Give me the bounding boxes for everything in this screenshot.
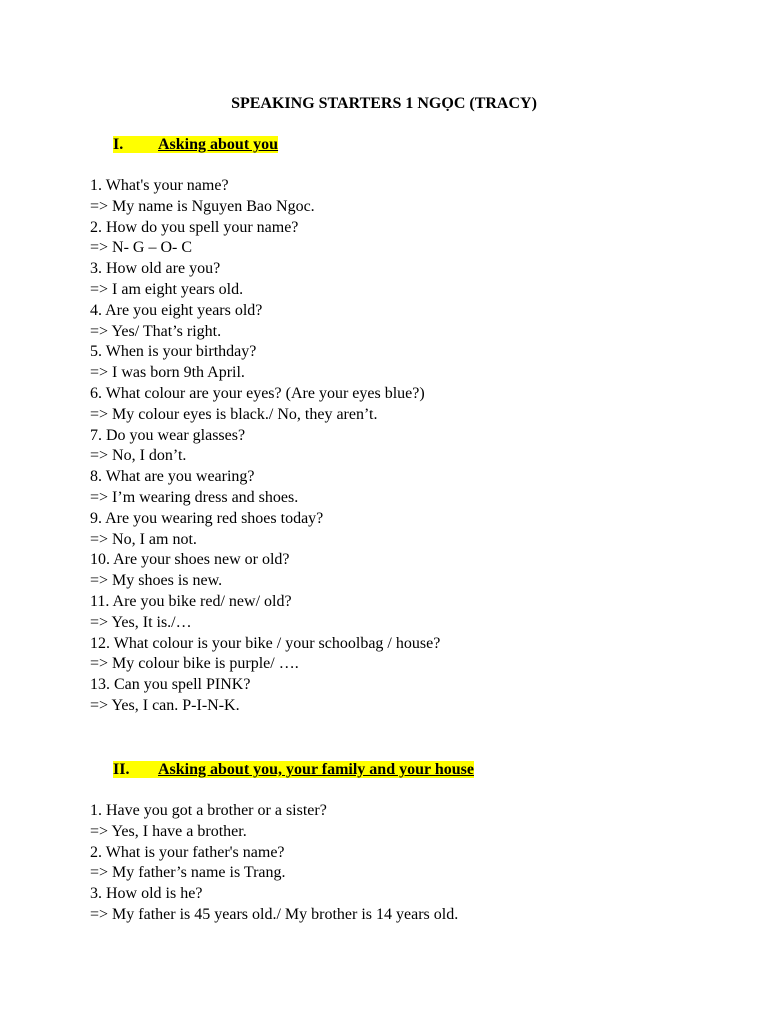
question-line: 8. What are you wearing? (90, 468, 255, 486)
qa-list-section-1 (90, 176, 440, 717)
section-title: Asking about you, your family and your house (158, 761, 474, 778)
answer-line: => My father’s name is Trang. (90, 864, 286, 882)
question-line: 5. When is your birthday? (90, 343, 257, 361)
section-number: I. (113, 136, 124, 153)
section-heading-1 (113, 135, 278, 155)
question-line: 1. Have you got a brother or a sister? (90, 802, 327, 819)
answer-line: => I am eight years old. (90, 280, 244, 298)
answer-line: => My father is 45 years old./ My brother is 14 years old. (90, 905, 459, 923)
question-line: 2. How do you spell your name? (90, 218, 299, 236)
question-line: 4. Are you eight years old? (90, 301, 263, 319)
question-line: 12. What colour is your bike / your schoolbag / house? (90, 634, 441, 652)
question-line: 3. How old is he? (90, 885, 203, 903)
question-line: 6. What colour are your eyes? (Are your eyes blue?) (90, 384, 425, 402)
section-title: Asking about you (158, 136, 279, 153)
answer-line: => I’m wearing dress and shoes. (90, 488, 299, 506)
page-title: SPEAKING STARTERS 1 NGỌC (TRACY) (231, 95, 537, 112)
question-line: 3. How old are you? (90, 260, 221, 278)
section-highlight (113, 136, 278, 153)
qa-list-section-2 (90, 801, 458, 926)
answer-line: => No, I don’t. (90, 447, 187, 465)
question-line: 10. Are your shoes new or old? (90, 551, 290, 569)
answer-line: => No, I am not. (90, 530, 197, 548)
question-line: 1. What's your name? (90, 177, 229, 194)
answer-line: => My name is Nguyen Bao Ngoc. (90, 197, 315, 215)
question-line: 2. What is your father's name? (90, 843, 285, 861)
answer-line: => Yes, It is./… (90, 613, 192, 631)
section-number: II. (113, 761, 130, 778)
answer-line: => Yes/ That’s right. (90, 322, 222, 340)
question-line: 7. Do you wear glasses? (90, 426, 246, 444)
answer-line: => N- G – O- C (90, 239, 193, 257)
question-line: 9. Are you wearing red shoes today? (90, 509, 324, 527)
answer-line: => My shoes is new. (90, 572, 223, 590)
section-heading-2 (113, 760, 474, 780)
question-line: 13. Can you spell PINK? (90, 676, 251, 694)
section-highlight (113, 761, 474, 778)
answer-line: => Yes, I have a brother. (90, 822, 247, 840)
question-line: 11. Are you bike red/ new/ old? (90, 592, 292, 610)
answer-line: => Yes, I can. P-I-N-K. (90, 696, 240, 714)
answer-line: => My colour eyes is black./ No, they aren’t. (90, 405, 378, 423)
answer-line: => My colour bike is purple/ …. (90, 655, 299, 673)
answer-line: => I was born 9th April. (90, 364, 245, 382)
